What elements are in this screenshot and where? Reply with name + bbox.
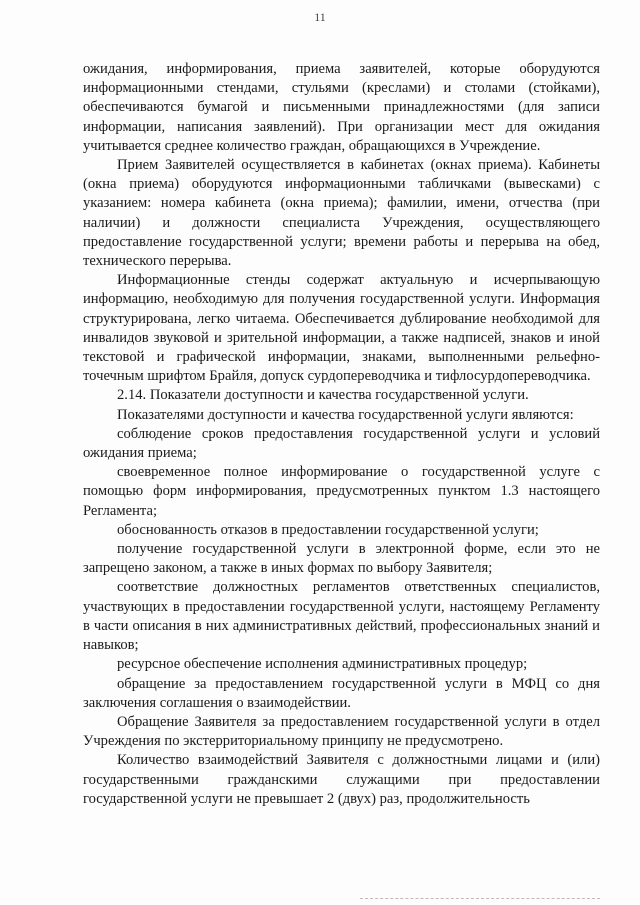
paragraph: Прием Заявителей осуществляется в кабинетах (окнах приема). Кабинеты (окна приема) оборудуются информационными табличками (вывесками) с указанием: номера кабинета (окна приема); фамилии, имени, отчества (при наличии) и должности специалиста Учреждения, осуществляющего предоставление государственной услуги; времени работы и перерыва на обед, технического перерыва. — [83, 157, 600, 270]
paragraph: Информационные стенды содержат актуальную и исчерпывающую информацию, необходимую для получения государственной услуги. Информация структурирована, легко читаема. Обеспечивается дублирование необходимой для инвалидов звуковой и зрительной информации, а также надписей, знаков и иной текстовой и графической информации, знаками, выполненными рельефно-точечным шрифтом Брайля, допуск сурдопереводчика и тифлосурдопереводчика. — [83, 272, 600, 385]
list-item: своевременное полное информирование о государственной услуге с помощью форм информирования, предусмотренных пунктом 1.3 настоящего Регламента; — [83, 464, 600, 519]
page-number: 11 — [314, 10, 326, 24]
list-item: получение государственной услуги в электронной форме, если это не запрещено законом, а также в иных формах по выбору Заявителя; — [83, 541, 600, 577]
scan-edge-marks — [360, 898, 600, 901]
list-item: обоснованность отказов в предоставлении государственной услуги; — [117, 521, 539, 538]
paragraph: Количество взаимодействий Заявителя с должностными лицами и (или) государственными гражданскими служащими при предоставлении государственной услуги не превышает 2 (двух) раз, продолжительность — [83, 752, 600, 807]
section-heading: 2.14. Показатели доступности и качества государственной услуги. — [117, 387, 529, 404]
paragraph: Показателями доступности и качества государственной услуги являются: — [117, 406, 574, 423]
list-item: обращение за предоставлением государственной услуги в МФЦ со дня заключения соглашения о взаимодействии. — [83, 675, 600, 711]
list-item: соблюдение сроков предоставления государственной услуги и условий ожидания приема; — [83, 425, 600, 462]
paragraph: Обращение Заявителя за предоставлением государственной услуги в отдел Учреждения по экстерриториальному принципу не предусмотрено. — [83, 713, 600, 750]
list-item: соответствие должностных регламентов ответственных специалистов, участвующих в предоставлении государственной услуги, настоящему Регламенту в части описания в них административных действий, профессиональных знаний и навыков; — [83, 579, 600, 654]
list-item: ресурсное обеспечение исполнения административных процедур; — [117, 656, 528, 673]
document-body — [83, 60, 600, 809]
paragraph: ожидания, информирования, приема заявителей, которые оборудуются информационными стендами, стульями (креслами) и столами (стойками), обеспечиваются бумагой и письменными принадлежностями (для записи информации, написания заявлений). При организации мест для ожидания учитывается среднее количество граждан, обращающихся в Учреждение. — [83, 61, 600, 154]
